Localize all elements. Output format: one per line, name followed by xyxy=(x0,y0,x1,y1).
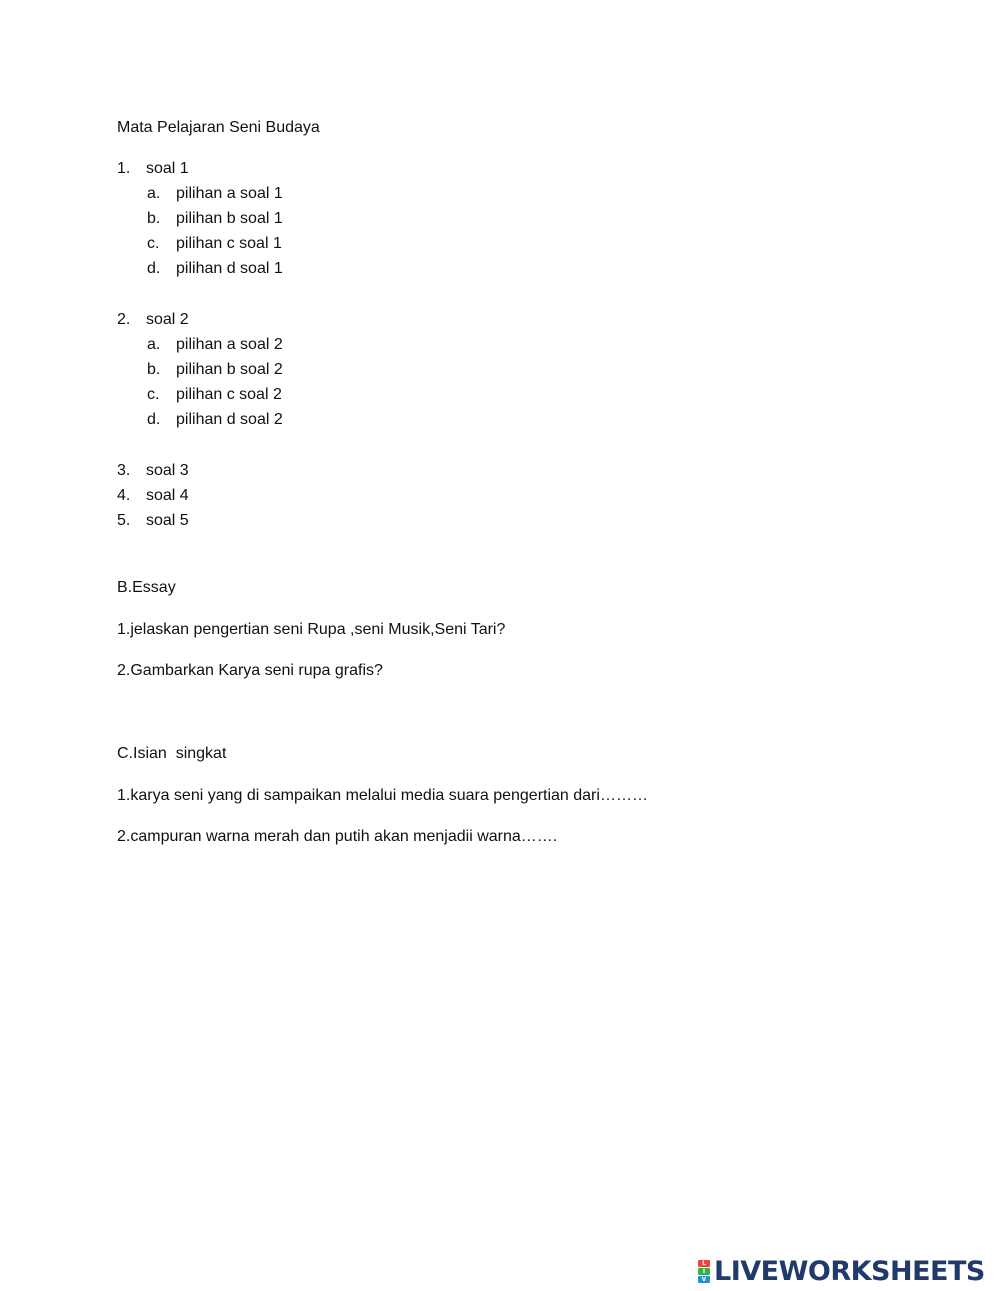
option-text: pilihan a soal 1 xyxy=(176,185,283,202)
short-answer-item: 2.campuran warna merah dan putih akan menjadii warna……. xyxy=(117,828,558,845)
option-letter: c. xyxy=(147,386,160,403)
question-text: soal 2 xyxy=(146,311,189,328)
option-letter: d. xyxy=(147,411,161,428)
question-number: 5. xyxy=(117,512,131,529)
short-answer-item: 1.karya seni yang di sampaikan melalui media suara pengertian dari……… xyxy=(117,787,648,804)
question-number: 3. xyxy=(117,462,131,479)
option-text: pilihan c soal 1 xyxy=(176,235,282,252)
question-number: 4. xyxy=(117,487,131,504)
option-text: pilihan d soal 2 xyxy=(176,411,283,428)
option-text: pilihan b soal 2 xyxy=(176,361,283,378)
option-text: pilihan c soal 2 xyxy=(176,386,282,403)
option-letter: a. xyxy=(147,336,161,353)
option-letter: a. xyxy=(147,185,161,202)
logo-block-letter: I xyxy=(698,1268,710,1275)
option-text: pilihan a soal 2 xyxy=(176,336,283,353)
essay-item: 2.Gambarkan Karya seni rupa grafis? xyxy=(117,662,383,679)
question-text: soal 4 xyxy=(146,487,189,504)
short-answer-heading: C.Isian singkat xyxy=(117,745,227,762)
question-text: soal 1 xyxy=(146,160,189,177)
question-text: soal 5 xyxy=(146,512,189,529)
logo-block-letter: L xyxy=(698,1260,710,1267)
option-letter: c. xyxy=(147,235,160,252)
option-letter: d. xyxy=(147,260,161,277)
option-text: pilihan b soal 1 xyxy=(176,210,283,227)
logo-text: LIVEWORKSHEETS xyxy=(714,1255,985,1287)
liveworksheets-logo xyxy=(698,1256,985,1286)
logo-blocks-icon xyxy=(698,1260,710,1283)
question-text: soal 3 xyxy=(146,462,189,479)
logo-block-letter: V xyxy=(698,1276,710,1283)
question-number: 1. xyxy=(117,160,131,177)
option-letter: b. xyxy=(147,361,161,378)
page-title: Mata Pelajaran Seni Budaya xyxy=(117,119,320,136)
option-text: pilihan d soal 1 xyxy=(176,260,283,277)
question-number: 2. xyxy=(117,311,131,328)
essay-heading: B.Essay xyxy=(117,579,176,596)
essay-item: 1.jelaskan pengertian seni Rupa ,seni Musik,Seni Tari? xyxy=(117,621,506,638)
option-letter: b. xyxy=(147,210,161,227)
